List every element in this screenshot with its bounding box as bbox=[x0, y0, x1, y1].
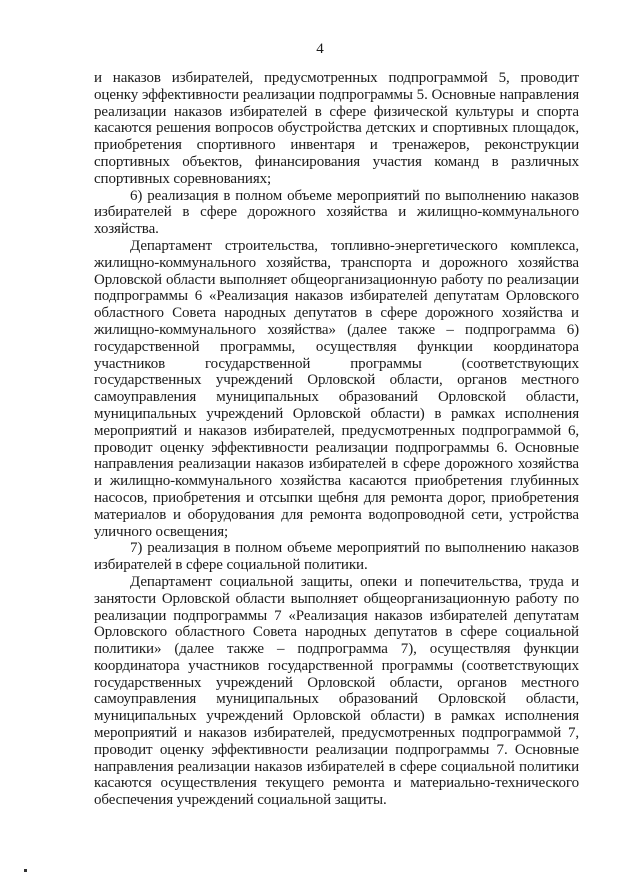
paragraph-item-7: 7) реализация в полном объеме мероприятий по выполнению наказов избирателей в сфере социальной политики. bbox=[94, 540, 579, 574]
paragraph-continuation: и наказов избирателей, предусмотренных подпрограммой 5, проводит оценку эффективности реализации подпрограммы 5. Основные направления реализации наказов избирателей в сфере физической культуры и спорта касаются решения вопросов обустройства детских и спортивных площадок, приобретения спортивного инвентаря и тренажеров, реконструкции спортивных объектов, финансирования участия команд в различных спортивных соревнованиях; bbox=[94, 70, 579, 187]
scan-mark bbox=[24, 869, 27, 872]
paragraph-item-6: 6) реализация в полном объеме мероприятий по выполнению наказов избирателей в сфере дорожного хозяйства и жилищно-коммунального хозяйства. bbox=[94, 187, 579, 238]
paragraph-department-construction: Департамент строительства, топливно-энергетического комплекса, жилищно-коммунального хозяйства, транспорта и дорожного хозяйства Орловской области выполняет общеорганизационную работу по реализации подпрограммы 6 «Реализация наказов избирателей депутатам Орловского областного Совета народных депутатов в сфере дорожного хозяйства и жилищно-коммунального хозяйства» (далее также – подпрограмма 6) государственной программы, осуществляя функции координатора участников государственной программы (соответствующих государственных учреждений Орловской области, органов местного самоуправления муниципальных образований Орловской области, муниципальных учреждений Орловской области) в рамках исполнения мероприятий и наказов избирателей, предусмотренных подпрограммой 6, проводит оценку эффективности реализации подпрограммы 6. Основные направления реализации наказов избирателей в сфере дорожного хозяйства и жилищно-коммунального хозяйства касаются приобретения глубинных насосов, приобретения и отсыпки щебня для ремонта дорог, приобретения материалов и оборудования для ремонта водопроводной сети, устройства уличного освещения; bbox=[94, 237, 579, 540]
document-body bbox=[94, 70, 579, 809]
paragraph-department-social: Департамент социальной защиты, опеки и попечительства, труда и занятости Орловской области выполняет общеорганизационную работу по реализации подпрограммы 7 «Реализация наказов избирателей депутатам Орловского областного Совета народных депутатов в сфере социальной политики» (далее также – подпрограмма 7), осуществляя функции координатора участников государственной программы (соответствующих государственных учреждений Орловской области, органов местного самоуправления муниципальных образований Орловской области, муниципальных учреждений Орловской области) в рамках исполнения мероприятий и наказов избирателей, предусмотренных подпрограммой 7, проводит оценку эффективности реализации подпрограммы 7. Основные направления реализации наказов избирателей в сфере социальной политики касаются осуществления текущего ремонта и материально-технического обеспечения учреждений социальной защиты. bbox=[94, 573, 579, 809]
page-number: 4 bbox=[316, 41, 324, 57]
